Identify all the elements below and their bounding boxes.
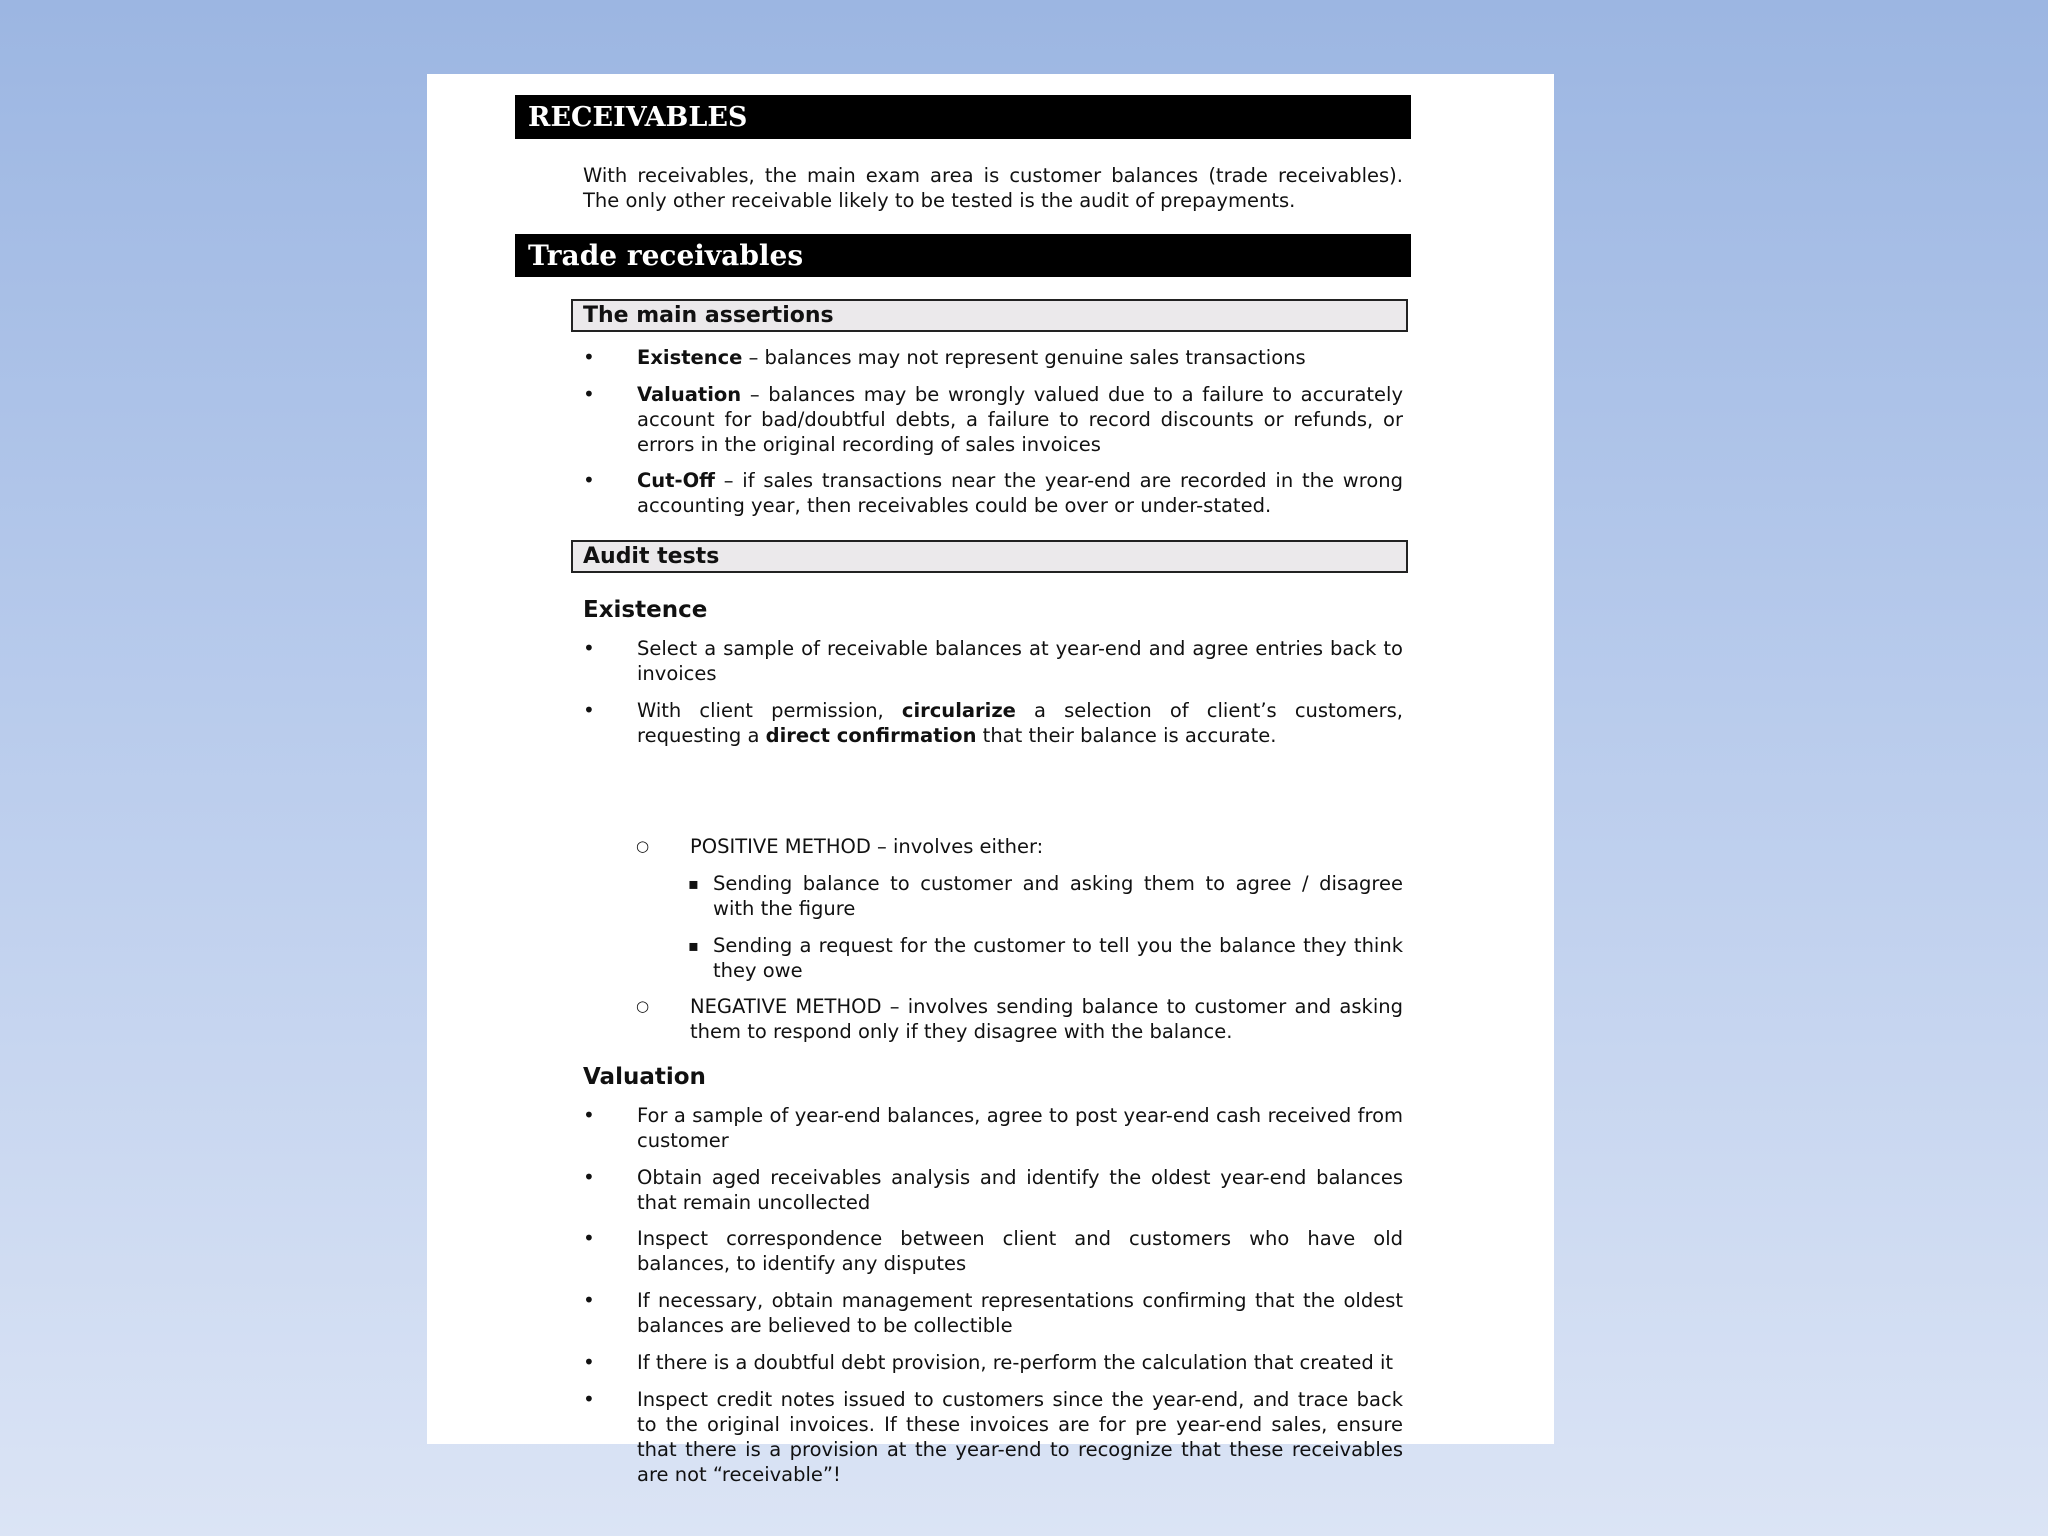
assertion-item-cutoff — [583, 468, 1403, 518]
bullet-icon: • — [583, 1387, 595, 1411]
text-run: that their balance is accurate. — [976, 724, 1277, 747]
bullet-icon: • — [583, 1226, 595, 1250]
valuation-test-text: If necessary, obtain management representations confirming that the oldest balances are believed to be collectible — [637, 1289, 1403, 1337]
audit-tests-heading-box — [571, 540, 1408, 573]
assertion-text: – balances may be wrongly valued due to a failure to accurately account for bad/doubtful debts, a failure to record discounts or refunds, or errors in the original recording of sales invoices — [637, 383, 1403, 456]
circle-bullet-icon: ○ — [636, 837, 650, 855]
circle-bullet-icon: ○ — [636, 997, 650, 1015]
positive-option-text: Sending balance to customer and asking them to agree / disagree with the figure — [713, 872, 1403, 920]
bold-term: direct confirmation — [765, 724, 977, 747]
valuation-test-text: For a sample of year-end balances, agree to post year-end cash received from customer — [637, 1104, 1403, 1152]
bullet-icon: • — [583, 468, 595, 492]
valuation-test-text: Inspect credit notes issued to customers since the year-end, and trace back to the original invoices. If these invoices are for pre year-end sales, ensure that there is a provision at the year-end to recognize that these receivables are not “receivable”! — [637, 1388, 1403, 1486]
valuation-test-item — [583, 1103, 1403, 1153]
intro-paragraph: With receivables, the main exam area is customer balances (trade receivables). The only other receivable likely to be tested is the audit of prepayments. — [583, 164, 1403, 212]
negative-method-text: NEGATIVE METHOD – involves sending balance to customer and asking them to respond only if they disagree with the balance. — [690, 995, 1403, 1043]
assertion-item-existence — [583, 345, 1403, 370]
section-title: Trade receivables — [528, 239, 804, 272]
existence-test-sample — [583, 636, 1403, 686]
valuation-test-item — [583, 1226, 1403, 1276]
positive-method-text: POSITIVE METHOD – involves either: — [690, 835, 1044, 858]
assertion-item-valuation — [583, 382, 1403, 457]
text-run: a selection of client’s customers, requesting a — [637, 699, 1404, 747]
bullet-icon: • — [583, 382, 595, 406]
assertion-term: Valuation — [637, 383, 742, 406]
bullet-icon: • — [583, 636, 595, 660]
title-bar — [515, 95, 1411, 139]
square-bullet-icon: ▪ — [688, 874, 699, 893]
bullet-icon: • — [583, 1165, 595, 1189]
assertion-term: Cut-Off — [637, 469, 715, 492]
valuation-heading: Valuation — [583, 1064, 706, 1090]
valuation-test-text: Obtain aged receivables analysis and identify the oldest year-end balances that remain uncollected — [637, 1166, 1403, 1214]
assertion-term: Existence — [637, 346, 743, 369]
assertion-text: – if sales transactions near the year-end are recorded in the wrong accounting year, then receivables could be over or under-stated. — [637, 469, 1403, 517]
valuation-test-item — [583, 1387, 1403, 1487]
bullet-icon: • — [583, 1350, 595, 1374]
square-bullet-icon: ▪ — [688, 936, 699, 955]
valuation-test-text: Inspect correspondence between client and customers who have old balances, to identify any disputes — [637, 1227, 1403, 1275]
valuation-test-item — [583, 1288, 1403, 1338]
assertions-heading: The main assertions — [583, 303, 834, 328]
assertion-text: – balances may not represent genuine sales transactions — [742, 346, 1306, 369]
audit-tests-heading: Audit tests — [583, 544, 720, 569]
section-bar — [515, 234, 1411, 277]
bullet-icon: • — [583, 1288, 595, 1312]
existence-heading: Existence — [583, 597, 708, 623]
valuation-test-item — [583, 1165, 1403, 1215]
document-page — [427, 74, 1554, 1486]
bullet-icon: • — [583, 345, 595, 369]
positive-method-option — [688, 871, 1403, 921]
negative-method-item — [636, 994, 1403, 1044]
page-title: RECEIVABLES — [528, 101, 748, 133]
existence-test-text: Select a sample of receivable balances at year-end and agree entries back to invoices — [637, 637, 1403, 685]
assertions-heading-box — [571, 299, 1408, 332]
existence-test-circularize — [583, 698, 1403, 748]
text-run: With client permission, — [637, 699, 902, 722]
positive-method-option — [688, 933, 1403, 983]
valuation-test-text: If there is a doubtful debt provision, re-perform the calculation that created it — [637, 1351, 1394, 1374]
bold-term: circularize — [901, 699, 1016, 722]
valuation-test-item — [583, 1350, 1403, 1375]
bullet-icon: • — [583, 1103, 595, 1127]
positive-option-text: Sending a request for the customer to tell you the balance they think they owe — [713, 934, 1403, 982]
bullet-icon: • — [583, 698, 595, 722]
positive-method-item — [636, 834, 1403, 859]
